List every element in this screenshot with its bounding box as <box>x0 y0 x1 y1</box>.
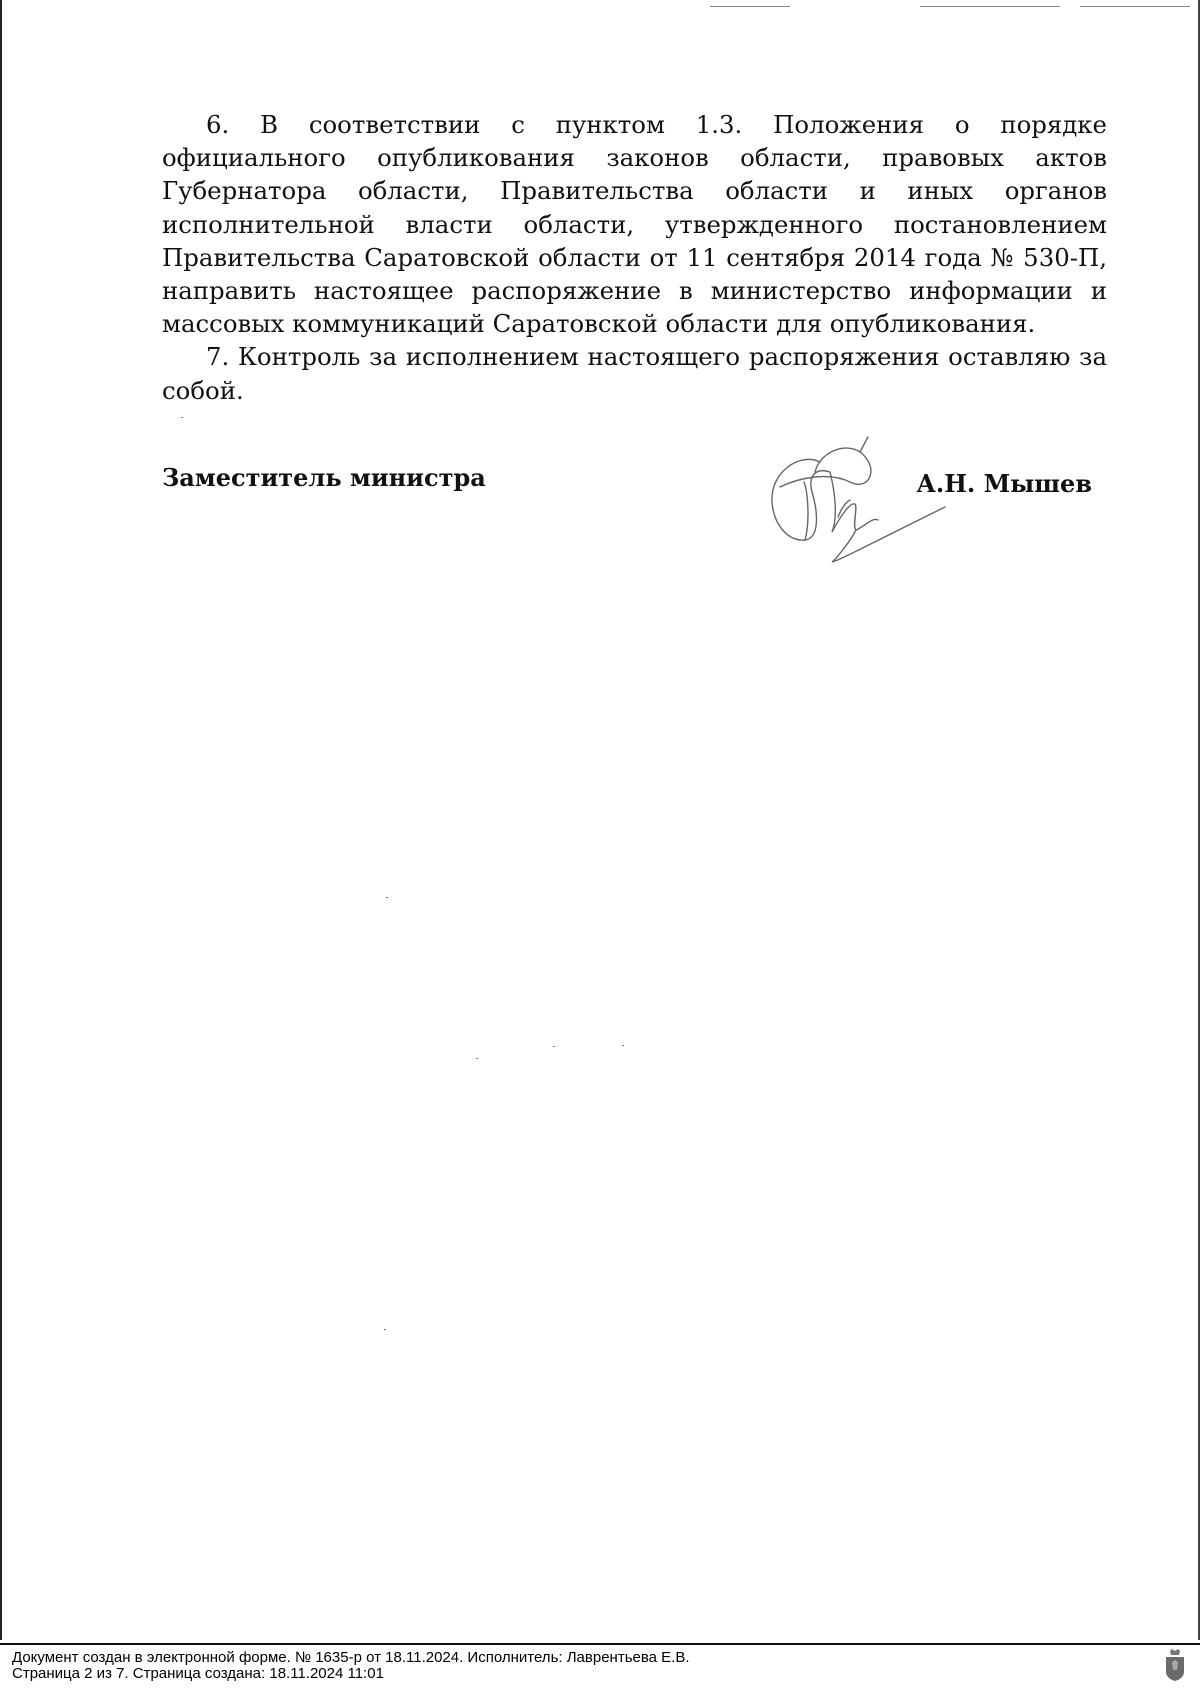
footer-line-1: Документ создан в электронной форме. № 1635-р от 18.11.2024. Исполнитель: Лаврентьева Е.В. <box>12 1649 690 1666</box>
handwritten-signature <box>760 432 960 572</box>
document-body <box>162 108 1107 407</box>
scan-speck <box>622 1045 624 1046</box>
document-footer <box>12 1650 690 1682</box>
coat-of-arms-icon <box>1164 1648 1186 1682</box>
signatory-title: Заместитель министра <box>162 463 486 492</box>
scan-speck <box>386 897 388 898</box>
scan-artifact <box>710 6 790 7</box>
scan-speck <box>181 417 183 418</box>
footer-divider <box>0 1643 1200 1645</box>
scan-speck <box>553 1046 555 1047</box>
paragraph-7: 7. Контроль за исполнением настоящего распоряжения оставляю за собой. <box>162 342 1107 405</box>
scan-speck <box>384 1329 386 1330</box>
footer-line-2: Страница 2 из 7. Страница создана: 18.11.2024 11:01 <box>12 1665 384 1682</box>
scan-edge-left <box>0 0 2 1640</box>
scan-speck <box>476 1058 478 1059</box>
paragraph-6: 6. В соответствии с пунктом 1.3. Положения о порядке официального опубликования законов области, правовых актов Губернатора области, Правительства области и иных органов исполнительной власти области, утвержденного постановлением Правительства Саратовской области от 11 сентября 2014 года № 530-П, направить настоящее распоряжение в министерство информации и массовых коммуникаций Саратовской области для опубликования. <box>162 110 1107 339</box>
scan-artifact <box>920 6 1060 7</box>
scan-artifact <box>1080 6 1190 7</box>
signatory-name: А.Н. Мышев <box>916 469 1092 498</box>
